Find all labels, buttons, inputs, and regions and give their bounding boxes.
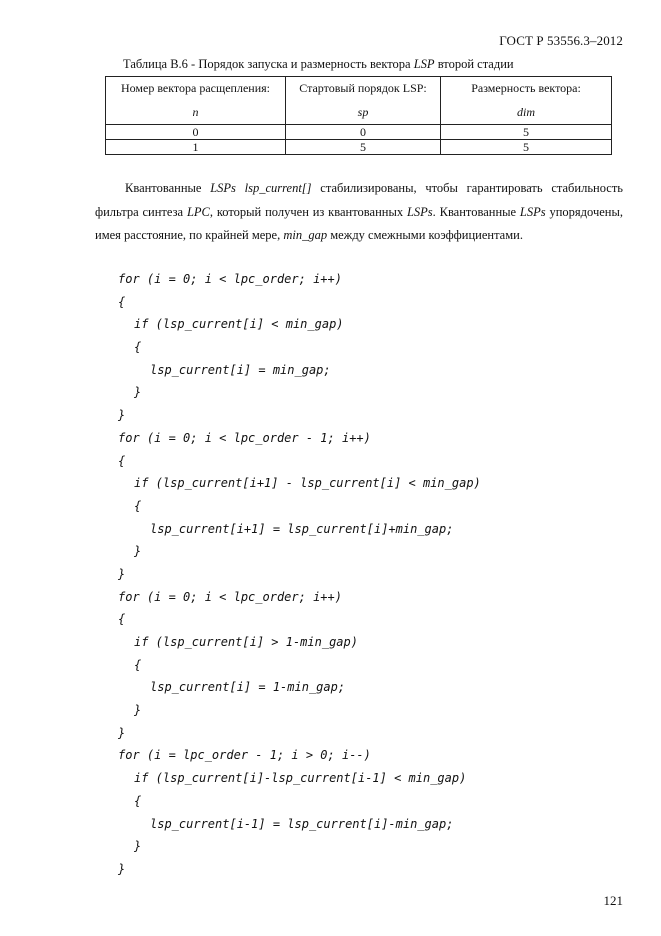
code-line: {	[118, 453, 126, 468]
code-line: }	[118, 861, 126, 876]
lsp-vector-table	[105, 76, 612, 155]
code-line: lsp_current[i-1] = lsp_current[i]-min_gap;	[150, 816, 454, 831]
paragraph-text: . Квантованные	[432, 204, 520, 219]
column-header-start-order	[285, 77, 440, 125]
column-symbol: dim	[517, 105, 536, 119]
code-line: }	[118, 566, 126, 581]
code-line: lsp_current[i+1] = lsp_current[i]+min_gap;	[150, 521, 454, 536]
code-line: if (lsp_current[i] < min_gap)	[134, 317, 344, 332]
document-code-header: ГОСТ Р 53556.3–2012	[499, 33, 623, 48]
code-line: }	[134, 544, 142, 559]
code-line: }	[134, 839, 142, 854]
code-listing	[118, 268, 481, 881]
code-line: lsp_current[i] = 1-min_gap;	[150, 680, 346, 695]
body-paragraph	[95, 177, 623, 248]
column-header-dimension	[441, 77, 612, 125]
code-line: {	[134, 793, 142, 808]
paragraph-text: упорядочены, имея расстояние, по крайней мере,	[95, 204, 623, 242]
paragraph-term: LSPs	[519, 204, 546, 219]
table-cell: 5	[285, 140, 440, 155]
code-line: if (lsp_current[i]-lsp_current[i-1] < min_gap)	[134, 771, 467, 786]
code-line: {	[134, 340, 142, 355]
code-line: for (i = 0; i < lpc_order - 1; i++)	[118, 430, 371, 445]
table-caption-prefix: Таблица В.6 - Порядок запуска и размерность вектора	[123, 57, 414, 71]
code-line: for (i = lpc_order - 1; i > 0; i--)	[118, 748, 371, 763]
column-header-split-vector	[106, 77, 286, 125]
table-row	[106, 125, 612, 140]
table-caption-suffix: второй стадии	[434, 57, 514, 71]
code-line: for (i = 0; i < lpc_order; i++)	[118, 272, 342, 286]
code-line: lsp_current[i] = min_gap;	[150, 362, 331, 377]
table-cell: 1	[106, 140, 286, 155]
table-cell: 0	[106, 125, 286, 140]
column-title: Размерность вектора:	[471, 81, 581, 95]
code-line: if (lsp_current[i] > 1-min_gap)	[134, 635, 358, 649]
paragraph-term: min_gap	[283, 228, 328, 242]
code-line: }	[118, 725, 126, 740]
code-line: {	[134, 498, 142, 513]
code-line: if (lsp_current[i+1] - lsp_current[i] < min_gap)	[134, 476, 481, 491]
paragraph-term: LSPs lsp_current[]	[210, 181, 312, 195]
table-cell: 0	[285, 125, 440, 140]
paragraph-text: , который получен из квантованных	[209, 204, 407, 219]
column-symbol: sp	[357, 105, 369, 119]
code-line: for (i = 0; i < lpc_order; i++)	[118, 589, 342, 604]
code-line: }	[134, 385, 142, 400]
page-number: 121	[603, 893, 623, 908]
code-line: }	[118, 408, 126, 423]
paragraph-text: между смежными коэффициентами.	[327, 228, 523, 242]
table-caption-term: LSP	[413, 57, 435, 71]
code-line: }	[134, 703, 142, 718]
code-line: {	[118, 612, 126, 627]
column-symbol: n	[192, 105, 199, 119]
code-line: {	[118, 294, 126, 309]
paragraph-term: LPC	[186, 204, 210, 219]
paragraph-text: Квантованные	[125, 181, 211, 195]
table-header-row	[106, 77, 612, 125]
table-cell: 5	[441, 125, 612, 140]
code-line: {	[134, 657, 142, 672]
table-row	[106, 140, 612, 155]
column-title: Номер вектора расщепления:	[120, 81, 270, 95]
paragraph-term: LSPs	[406, 204, 433, 219]
table-cell: 5	[441, 140, 612, 155]
table-caption	[123, 57, 514, 72]
paragraph-text: стабилизированы, чтобы гарантировать стабильность фильтра синтеза	[95, 181, 623, 219]
column-title: Стартовый порядок LSP:	[299, 81, 427, 95]
